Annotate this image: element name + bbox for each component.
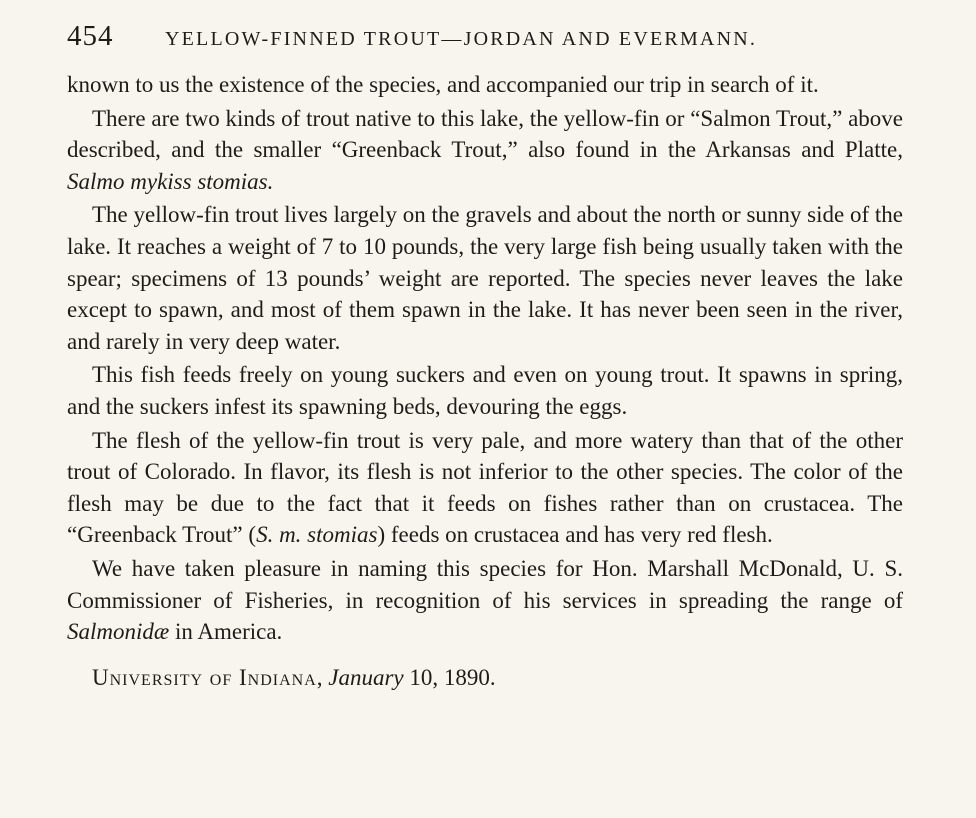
paragraph-text: The yellow-fin trout lives largely on the gravels and about the north or sunny side of the lake. It reaches a weight of 7 to 10 pounds, the very large fish being usually taken with the spear; specimens of 13 pounds’ weight are reported. The species never leaves the lake except to spawn, and most of them spawn in the lake. It has never been seen in the river, and rarely in very deep water. bbox=[67, 202, 903, 354]
signoff-place: University of Indiana bbox=[92, 664, 317, 690]
paragraph-two-kinds-of-trout bbox=[67, 103, 903, 198]
paragraph-text: in America. bbox=[174, 619, 283, 645]
signoff-month: January bbox=[328, 664, 404, 690]
paragraph-text: This fish feeds freely on young suckers and even on young trout. It spawns in spring, and the suckers infest its spawning beds, devouring the eggs. bbox=[67, 362, 903, 419]
page-number: 454 bbox=[67, 20, 114, 52]
body-text bbox=[67, 69, 903, 693]
running-title: YELLOW-FINNED TROUT—JORDAN AND EVERMANN. bbox=[165, 28, 758, 50]
signoff bbox=[67, 662, 903, 693]
paragraph-dedication bbox=[67, 553, 903, 648]
family-name: Salmonidæ bbox=[67, 619, 170, 645]
paragraph-text: There are two kinds of trout native to this lake, the yellow-fin or “Salmon Trout,” above described, and the smaller “Greenback Trout,” also found in the Arkansas and Platte, bbox=[67, 105, 903, 163]
paragraph-flesh bbox=[67, 425, 903, 551]
paragraph-habitat bbox=[67, 199, 903, 357]
species-name: Salmo mykiss stomias. bbox=[67, 168, 274, 194]
paragraph-text: ) feeds on crustacea and has very red flesh. bbox=[377, 522, 773, 548]
signoff-date: 10, 1890. bbox=[409, 664, 496, 690]
paragraph-text: The flesh of the yellow-fin trout is very pale, and more watery than that of the other trout of Colorado. In flavor, its flesh is not inferior to the other species. The color of the flesh may be due to the fact that it feeds on fishes rather than on crustacea. The “Greenback Trout” ( bbox=[67, 427, 903, 548]
paragraph-text: known to us the existence of the species, and accompanied our trip in search of it. bbox=[67, 72, 819, 97]
paragraph-feeding bbox=[67, 359, 903, 422]
paragraph-continuation bbox=[67, 69, 903, 101]
signoff-separator: , bbox=[316, 664, 323, 690]
page-header bbox=[67, 20, 907, 60]
species-name: S. m. stomias bbox=[256, 522, 378, 548]
paragraph-text: We have taken pleasure in naming this species for Hon. Marshall McDonald, U. S. Commissioner of Fisheries, in recognition of his services in spreading the range of bbox=[67, 555, 903, 613]
